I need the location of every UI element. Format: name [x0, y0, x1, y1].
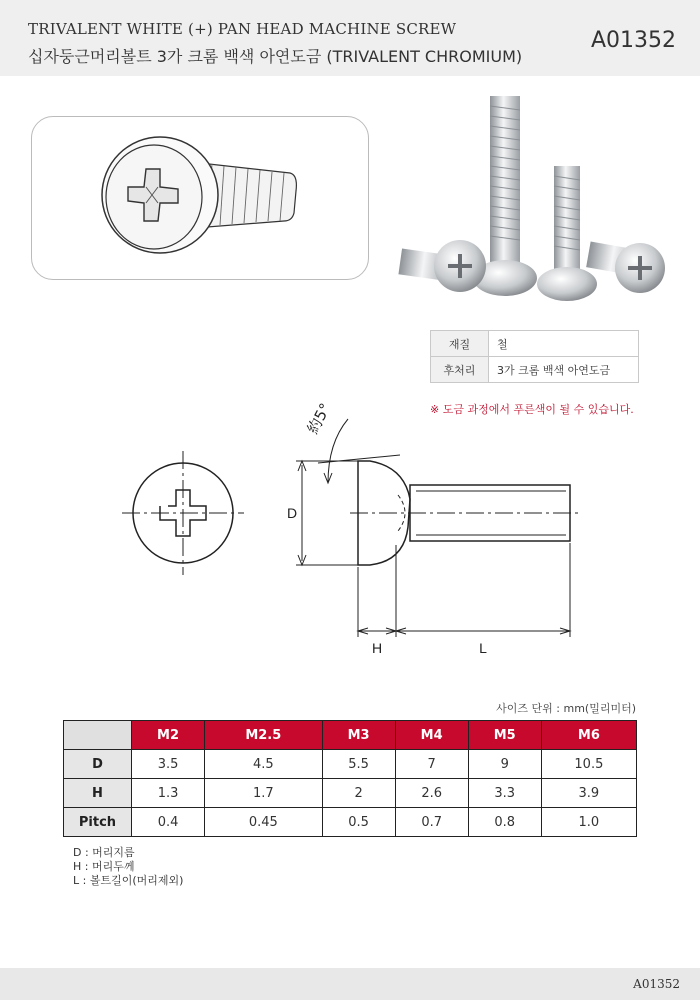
column-header: M2.5: [205, 721, 323, 750]
table-cell: 3.9: [541, 779, 636, 808]
unit-note: 사이즈 단위 : mm(밀리미터): [496, 702, 636, 715]
column-header: M5: [468, 721, 541, 750]
table-cell: 0.8: [468, 808, 541, 837]
material-spec-table: [430, 330, 639, 383]
table-cell: 3.3: [468, 779, 541, 808]
spec-key: 재질: [431, 331, 489, 357]
page-header: [0, 0, 700, 76]
table-cell: 9: [468, 750, 541, 779]
spec-value: 철: [489, 331, 639, 357]
table-cell: 7: [395, 750, 468, 779]
table-cell: 4.5: [205, 750, 323, 779]
table-cell: 0.5: [322, 808, 395, 837]
table-cell: 2: [322, 779, 395, 808]
page-footer: [0, 968, 700, 1000]
spec-value: 3가 크롬 백색 아연도금: [489, 357, 639, 383]
table-cell: 1.3: [132, 779, 205, 808]
title-korean: 십자둥근머리볼트 3가 크롬 백색 아연도금 (TRIVALENT CHROMIUM): [28, 47, 523, 66]
legend-item: H : 머리두께: [73, 860, 135, 873]
title-english: TRIVALENT WHITE (+) PAN HEAD MACHINE SCREW: [28, 20, 457, 38]
dimension-l-label: L: [479, 640, 487, 656]
size-table-header: [64, 721, 637, 750]
table-cell: 0.45: [205, 808, 323, 837]
footer-code: A01352: [633, 977, 680, 991]
column-header: M2: [132, 721, 205, 750]
table-cell: 5.5: [322, 750, 395, 779]
spec-row-finish: [431, 357, 639, 383]
screw-sketch-frame: [31, 116, 369, 280]
column-header: M6: [541, 721, 636, 750]
column-header: M4: [395, 721, 468, 750]
table-row: [64, 808, 637, 837]
legend-item: L : 볼트길이(머리제외): [73, 874, 184, 887]
corner-cell: [64, 721, 132, 750]
table-row: [64, 750, 637, 779]
spec-row-material: [431, 331, 639, 357]
technical-drawing: [110, 385, 590, 665]
row-header: Pitch: [64, 808, 132, 837]
screw-sketch-image: [32, 117, 370, 281]
spec-key: 후처리: [431, 357, 489, 383]
dimension-h-label: H: [371, 640, 383, 656]
size-table: [63, 720, 637, 837]
product-photo: [392, 88, 682, 308]
row-header: D: [64, 750, 132, 779]
table-cell: 1.0: [541, 808, 636, 837]
table-cell: 3.5: [132, 750, 205, 779]
table-cell: 10.5: [541, 750, 636, 779]
product-code: A01352: [590, 28, 676, 53]
table-cell: 0.4: [132, 808, 205, 837]
plating-note: ※ 도금 과정에서 푸른색이 될 수 있습니다.: [430, 403, 634, 416]
legend-item: D : 머리지름: [73, 846, 135, 859]
table-cell: 2.6: [395, 779, 468, 808]
row-header: H: [64, 779, 132, 808]
table-cell: 1.7: [205, 779, 323, 808]
dimension-d-label: D: [286, 505, 298, 521]
table-row: [64, 779, 637, 808]
column-header: M3: [322, 721, 395, 750]
angle-label: 約5°: [303, 400, 335, 437]
table-cell: 0.7: [395, 808, 468, 837]
dimension-legend: [73, 846, 183, 888]
